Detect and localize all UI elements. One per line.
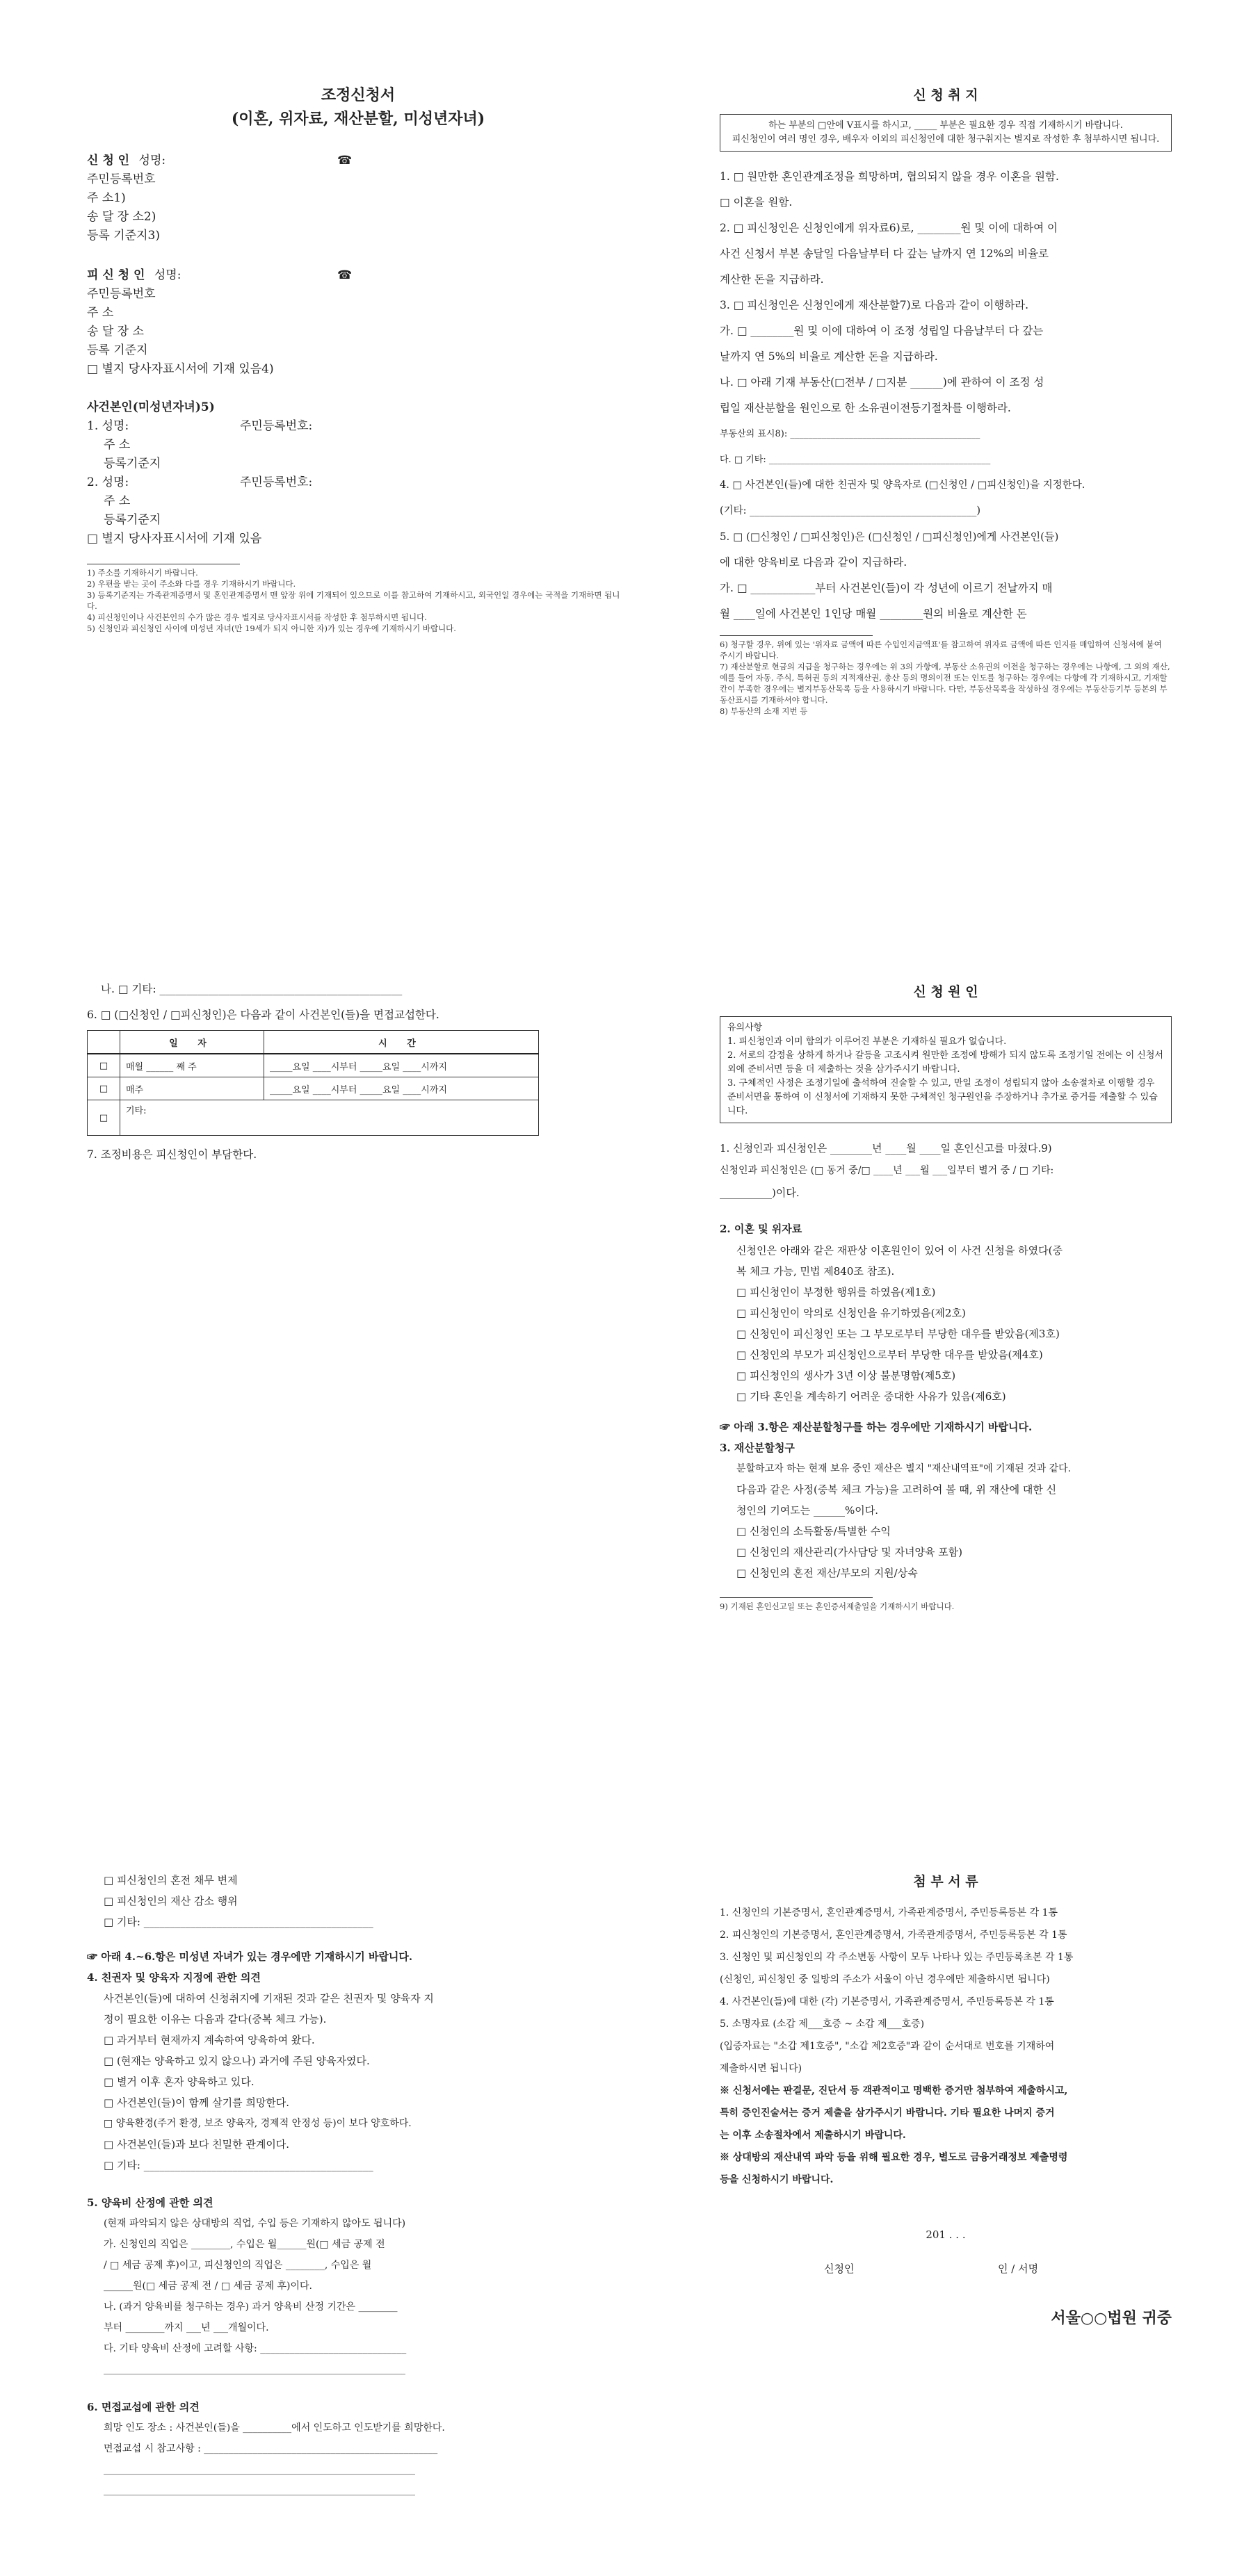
page-5: [87, 1870, 546, 2501]
custody-reason-checkbox[interactable]: □ 양육환경(주거 환경, 보조 양육자, 경제적 안정성 등)이 보다 양호하다.: [104, 2118, 412, 2129]
contribution-checkbox[interactable]: □ 피신청인의 혼전 채무 변제: [104, 1874, 238, 1886]
other-cell: 기타:: [120, 1100, 539, 1136]
footnote: 6) 청구할 경우, 위에 있는 '위자료 금액에 따른 수입인지금액표'를 참고하여 위자료 금액에 따른 인지를 매입하여 신청서에 붙여 주시기 바랍니다.: [720, 639, 1162, 660]
opinion-line: (현재 파악되지 않은 상대방의 직업, 수입 등은 기재하지 않아도 됩니다): [104, 2218, 406, 2229]
purpose-line: □ 이혼을 원함.: [720, 196, 793, 209]
attachment-note: ※ 상대방의 재산내역 파악 등을 위해 필요한 경우, 별도로 금융거래정보 제출명령: [720, 2152, 1068, 2163]
notice-box: [720, 1016, 1172, 1123]
attachment-line: 2. 피신청인의 기본증명서, 혼인관계증명서, 가족관계증명서, 주민등록등본 각 1통: [720, 1930, 1067, 1941]
page-6: [720, 1870, 1172, 2328]
custody-reason-checkbox[interactable]: □ 사건본인(들)이 함께 살기를 희망한다.: [104, 2096, 290, 2109]
attachment-line: 1. 신청인의 기본증명서, 혼인관계증명서, 가족관계증명서, 주민등록등본 각 1통: [720, 1907, 1058, 1918]
opinion-line: 정이 필요한 이유는 다음과 같다(중복 체크 가능).: [104, 2013, 327, 2025]
purpose-line: 월 ____일에 사건본인 1인당 매월 ________원의 비율로 계산한 돈: [720, 608, 1027, 620]
attachment-line: (입증자료는 "소갑 제1호증", "소갑 제2호증"과 같이 순서대로 번호를 기재하여: [720, 2041, 1055, 2052]
notice-item: 1. 피신청인과 이미 합의가 이루어진 부분은 기재하실 필요가 없습니다.: [727, 1036, 1007, 1047]
respondent-label: 피 신 청 인: [87, 268, 145, 282]
notice-item: 3. 구체적인 사정은 조정기일에 출석하여 진술할 수 있고, 만일 조정이 성립되지 않아 소송절차로 이행할 경우 준비서면을 통하여 이 신청서에 기재하지 못한 구체적인 청구원인을 주장하거나 추가로 증거를 제출할 수 있습니다.: [727, 1078, 1158, 1116]
child2-field: 등록기준지: [104, 513, 161, 527]
divorce-reason-checkbox[interactable]: □ 피신청인의 생사가 3년 이상 불분명함(제5호): [736, 1369, 956, 1382]
purpose-line: 가. □ ________원 및 이에 대하여 이 조정 성립일 다음날부터 다 갚는: [720, 325, 1044, 337]
child1-field: 등록기준지: [104, 457, 161, 471]
child-attach-checkbox[interactable]: □ 별지 당사자표시서에 기재 있음: [87, 532, 262, 546]
purpose-line: 3. □ 피신청인은 신청인에게 재산분할7)로 다음과 같이 이행하라.: [720, 299, 1029, 311]
respondent-field: 등록 기준지: [87, 343, 148, 357]
notice-title: 유의사항: [727, 1022, 763, 1033]
page-subtitle: (이혼, 위자료, 재산분할, 미성년자녀): [231, 110, 485, 128]
child-warning: ☞ 아래 4.~6.항은 미성년 자녀가 있는 경우에만 기재하시기 바랍니다.: [87, 1950, 413, 1963]
cause-line: 청인의 기여도는 ______%이다.: [736, 1504, 878, 1517]
section-5-title: 5. 양육비 산정에 관한 의견: [87, 2196, 213, 2209]
cause-line: 분할하고자 하는 현재 보유 중인 재산은 별지 "재산내역표"에 기재된 것과 같다.: [736, 1463, 1072, 1474]
opinion-line: ________________________________________________________________: [104, 2485, 415, 2496]
applicant-label: 신 청 인: [87, 154, 130, 168]
purpose-line: 에 대한 양육비로 다음과 같이 지급하라.: [720, 556, 907, 569]
footnote-divider: [720, 1597, 873, 1598]
purpose-line: 5. □ (□신청인 / □피신청인)은 (□신청인 / □피신청인)에게 사건본인(들): [720, 530, 1059, 543]
seal-label[interactable]: 인 / 서명: [998, 2263, 1039, 2275]
opinion-line: 다. 기타 양육비 산정에 고려할 사항: ______________________________: [104, 2343, 407, 2354]
page-2: [720, 83, 1172, 717]
purpose-line: 부동산의 표시8): __________________________________________: [720, 429, 980, 439]
purpose-line: 계산한 돈을 지급하라.: [720, 273, 824, 286]
applicant-name-label: 성명:: [138, 154, 166, 168]
instruction-box: [720, 114, 1172, 152]
opinion-line: ________________________________________________________________: [104, 2464, 415, 2475]
table-row: [88, 1077, 539, 1100]
cause-line: 1. 신청인과 피신청인은 ________년 ____월 ____일 혼인신고를 마쳤다.9): [720, 1142, 1052, 1155]
opinion-line: 가. 신청인의 직업은 ________, 수입은 월______원(□ 세금 공제 전: [104, 2239, 385, 2250]
respondent-attach-checkbox[interactable]: □ 별지 당사자표시서에 기재 있음4): [87, 362, 274, 376]
opinion-line: 사건본인(들)에 대하여 신청취지에 기재된 것과 같은 친권자 및 양육자 지: [104, 1992, 434, 2005]
purpose-line: 2. □ 피신청인은 신청인에게 위자료6)로, ________원 및 이에 대하여 이: [720, 222, 1058, 234]
child1-name-label: 1. 성명:: [87, 419, 129, 433]
respondent-field: 송 달 장 소: [87, 325, 144, 339]
row-checkbox[interactable]: □: [88, 1077, 120, 1100]
footnote-divider: [720, 635, 873, 636]
date-cell: 매월 ______ 째 주: [120, 1054, 264, 1077]
footnote: 3) 등록기준지는 가족관계증명서 및 혼인관계증명서 맨 앞장 위에 기재되어 있으므로 이를 참고하여 기재하시고, 외국인일 경우에는 국적을 기재하면 됩니다.: [87, 590, 620, 611]
page-3: [87, 980, 546, 1164]
section-2-title: 2. 이혼 및 위자료: [720, 1223, 802, 1235]
divorce-reason-checkbox[interactable]: □ 신청인의 부모가 피신청인으로부터 부당한 대우를 받았음(제4호): [736, 1348, 1043, 1361]
cause-line: 복 체크 가능, 민법 제840조 참조).: [736, 1265, 895, 1278]
section-title-attachments: 첨 부 서 류: [913, 1874, 978, 1889]
custody-reason-checkbox[interactable]: □ (현재는 양육하고 있지 않으나) 과거에 주된 양육자였다.: [104, 2055, 370, 2067]
signer-label: 신청인: [824, 2263, 855, 2275]
opinion-line: ______________________________________________________________: [104, 2364, 405, 2375]
purpose-line: 립일 재산분할을 원인으로 한 소유권이전등기절차를 이행하라.: [720, 402, 1011, 414]
court-name: 서울○○법원 귀중: [1051, 2309, 1172, 2327]
cause-line: 다음과 같은 사정(중복 체크 가능)을 고려하여 볼 때, 위 재산에 대한 신: [736, 1483, 1057, 1496]
section-title-purpose: 신 청 취 지: [913, 88, 978, 103]
attachment-note: 특히 증인진술서는 증거 제출을 삼가주시기 바랍니다. 기타 필요한 나머지 증거: [720, 2108, 1055, 2119]
item-7: 7. 조정비용은 피신청인이 부담한다.: [87, 1148, 257, 1161]
divorce-reason-checkbox[interactable]: □ 피신청인이 악의로 신청인을 유기하였음(제2호): [736, 1307, 966, 1319]
respondent-name-label: 성명:: [154, 268, 181, 282]
phone-icon: ☎: [337, 268, 353, 282]
opinion-line: 부터 ________까지 ___년 ___개월이다.: [104, 2322, 269, 2333]
table-row: [88, 1100, 539, 1136]
section-title-cause: 신 청 원 인: [913, 984, 978, 1000]
custody-reason-checkbox[interactable]: □ 사건본인(들)과 보다 친밀한 관계이다.: [104, 2138, 290, 2151]
purpose-lines: [720, 164, 1172, 627]
custody-reason-checkbox[interactable]: □ 과거부터 현재까지 계속하여 양육하여 왔다.: [104, 2034, 315, 2046]
property-warning: ☞ 아래 3.항은 재산분할청구를 하는 경우에만 기재하시기 바랍니다.: [720, 1421, 1033, 1433]
purpose-line: 사건 신청서 부본 송달일 다음날부터 다 갚는 날까지 연 12%의 비율로: [720, 247, 1049, 260]
contribution-checkbox[interactable]: □ 피신청인의 재산 감소 행위: [104, 1895, 238, 1907]
attachment-note: ※ 신청서에는 판결문, 진단서 등 객관적이고 명백한 증거만 첨부하여 제출하시고,: [720, 2085, 1068, 2096]
child1-field: 주 소: [104, 438, 131, 452]
attachment-line: 제출하시면 됩니다): [720, 2063, 802, 2074]
opinion-line: / □ 세금 공제 후)이고, 피신청인의 직업은 ________, 수입은 월: [104, 2260, 372, 2271]
divorce-reason-checkbox[interactable]: □ 피신청인이 부정한 행위를 하였음(제1호): [736, 1286, 936, 1298]
opinion-line: ______원(□ 세금 공제 전 / □ 세금 공제 후)이다.: [104, 2281, 312, 2292]
instruction-line: 하는 부분의 □안에 V표시를 하시고, _____ 부분은 필요한 경우 직접 기재하시기 바랍니다.: [768, 120, 1123, 131]
child2-field: 주 소: [104, 494, 131, 508]
table-header-cell: 일 자: [120, 1031, 264, 1054]
child2-name-label: 2. 성명:: [87, 475, 129, 489]
custody-reason-checkbox[interactable]: □ 별거 이후 혼자 양육하고 있다.: [104, 2076, 255, 2088]
child2-rrn-label: 주민등록번호:: [240, 475, 313, 489]
instruction-line: 피신청인이 여러 명인 경우, 배우자 이외의 피신청인에 대한 청구취지는 별지로 작성한 후 첨부하시면 됩니다.: [732, 134, 1160, 145]
page-4: [720, 980, 1172, 1612]
row-checkbox[interactable]: □: [88, 1100, 120, 1136]
footnote: 8) 부동산의 소재 지번 등: [720, 706, 808, 716]
page-title: 조정신청서: [321, 86, 396, 104]
footnote: 9) 기재된 혼인신고일 또는 혼인증서제출일을 기재하시기 바랍니다.: [720, 1601, 955, 1611]
date-cell: 매주: [120, 1077, 264, 1100]
item-6: 6. □ (□신청인 / □피신청인)은 다음과 같이 사건본인(들)을 면접교섭한다.: [87, 1009, 439, 1021]
contribution-checkbox[interactable]: □ 기타: ____________________________________________: [104, 1916, 373, 1928]
notice-item: 2. 서로의 감정을 상하게 하거나 갈등을 고조시켜 원만한 조정에 방해가 되지 않도록 조정기일 전에는 이 신청서 외에 준비서면 등을 더 제출하는 것을 삼가주시기 바랍니다.: [727, 1050, 1163, 1075]
applicant-field: 주민등록번호: [87, 172, 156, 186]
purpose-line: 나. □ 아래 기재 부동산(□전부 / □지분 ______)에 관하여 이 조정 성: [720, 376, 1044, 389]
footnote: 4) 피신청인이나 사건본인의 수가 많은 경우 별지로 당사자표시서를 작성한 후 첨부하시면 됩니다.: [87, 612, 427, 622]
table-header-cell: 시 간: [264, 1031, 539, 1054]
time-cell: _____요일 ____시부터 _____요일 ____시까지: [264, 1054, 539, 1077]
cause-line: 신청인과 피신청인은 (□ 동거 중/□ ____년 ___월 ___일부터 별거 중 / □ 기타:: [720, 1165, 1054, 1176]
contribution-checkbox[interactable]: □ 신청인의 재산관리(가사담당 및 자녀양육 포함): [736, 1546, 963, 1558]
attachment-line: (신청인, 피신청인 중 일방의 주소가 서울이 아닌 경우에만 제출하시면 됩니다): [720, 1974, 1050, 1985]
purpose-line: 다. □ 기타: _________________________________________________: [720, 455, 991, 465]
cause-line: __________)이다.: [720, 1187, 800, 1199]
purpose-line: 날까지 연 5%의 비율로 계산한 돈을 지급하라.: [720, 350, 938, 363]
table-header-cell: [88, 1031, 120, 1054]
contribution-checkbox[interactable]: □ 신청인의 소득활동/특별한 수익: [736, 1525, 891, 1538]
applicant-field: 송 달 장 소2): [87, 210, 156, 224]
opinion-line: 면접교섭 시 참고사항 : ________________________________________________: [104, 2443, 438, 2454]
table-row: [88, 1054, 539, 1077]
footnote: 7) 재산분할로 현금의 지급을 청구하는 경우에는 위 3의 가항에, 부동산 소유권의 이전을 청구하는 경우에는 나항에, 그 외의 재산, 예를 들어 자동, 주식, 특허권 등의 지적재산권, 총산 등의 명의이전 또는 인도를 청구하는 경우에는 다항에 각 기재하시고, 기재할 칸이 부족한 경우에는 별지부동산목록 등을 사용하시기 바랍니다. 다만, 부동산목록을 작성하실 경우에는 부동산등기부 등본의 부동산표시를 기재하셔야 합니다.: [720, 662, 1170, 705]
divorce-reason-checkbox[interactable]: □ 신청인이 피신청인 또는 그 부모로부터 부당한 대우를 받았음(제3호): [736, 1328, 1060, 1340]
section-3-title: 3. 재산분할청구: [720, 1442, 795, 1454]
section-6-title: 6. 면접교섭에 관한 의견: [87, 2401, 200, 2413]
attachment-note: 는 이후 소송절차에서 제출하시기 바랍니다.: [720, 2130, 906, 2141]
row-checkbox[interactable]: □: [88, 1054, 120, 1077]
purpose-line: 4. □ 사건본인(들)에 대한 친권자 및 양육자로 (□신청인 / □피신청인)을 지정한다.: [720, 480, 1085, 491]
attachment-line: 3. 신청인 및 피신청인의 각 주소변동 사항이 모두 나타나 있는 주민등록초본 각 1통: [720, 1952, 1074, 1963]
applicant-field: 등록 기준지3): [87, 229, 160, 243]
applicant-fields: [87, 170, 629, 245]
filing-date: 201 . . .: [926, 2228, 966, 2241]
page-1: [87, 83, 629, 634]
divorce-reason-checkbox[interactable]: □ 기타 혼인을 계속하기 어려운 중대한 사유가 있음(제6호): [736, 1390, 1006, 1403]
purpose-line: 1. □ 원만한 혼인관계조정을 희망하며, 협의되지 않을 경우 이혼을 원함.: [720, 170, 1059, 183]
opinion-line: 희망 인도 장소 : 사건본인(들)을 __________에서 인도하고 인도받기를 희망한다.: [104, 2422, 445, 2434]
other-line: 나. □ 기타: _____________________________________________: [101, 983, 403, 995]
table-header: [88, 1031, 539, 1054]
applicant-field: 주 소1): [87, 191, 126, 205]
attachment-line: 5. 소명자료 (소갑 제___호증 ~ 소갑 제___호증): [720, 2019, 925, 2030]
cause-line: 신청인은 아래와 같은 재판상 이혼원인이 있어 이 사건 신청을 하였다(중: [736, 1244, 1063, 1257]
time-cell: _____요일 ____시부터 _____요일 ____시까지: [264, 1077, 539, 1100]
respondent-field: 주 소: [87, 306, 114, 320]
attachment-line: 4. 사건본인(들)에 대한 (각) 기본증명서, 가족관계증명서, 주민등록등본 각 1통: [720, 1996, 1054, 2007]
purpose-line: 가. □ ____________부터 사건본인(들)이 각 성년에 이르기 전날까지 매: [720, 582, 1053, 594]
attachment-note: 등을 신청하시기 바랍니다.: [720, 2174, 834, 2185]
child1-rrn-label: 주민등록번호:: [240, 419, 313, 433]
footnote: 2) 우편을 받는 곳이 주소와 다를 경우 기재하시기 바랍니다.: [87, 579, 296, 589]
opinion-line: 나. (과거 양육비를 청구하는 경우) 과거 양육비 산정 기간은 ________: [104, 2301, 398, 2313]
visitation-table: [87, 1030, 539, 1136]
contribution-checkbox[interactable]: □ 신청인의 혼전 재산/부모의 지원/상속: [736, 1567, 918, 1579]
footnote: 1) 주소를 기재하시기 바랍니다.: [87, 568, 198, 578]
respondent-field: 주민등록번호: [87, 287, 156, 301]
child-heading: 사건본인(미성년자녀)5): [87, 400, 215, 414]
phone-icon: ☎: [337, 154, 353, 168]
section-4-title: 4. 친권자 및 양육자 지정에 관한 의견: [87, 1971, 261, 1984]
footnote: 5) 신청인과 피신청인 사이에 미성년 자녀(만 19세가 되지 아니한 자)가 있는 경우에 기재하시기 바랍니다.: [87, 623, 456, 633]
purpose-line: (기타: _____________________________________________): [720, 505, 981, 516]
custody-reason-checkbox[interactable]: □ 기타: ____________________________________________: [104, 2159, 373, 2171]
